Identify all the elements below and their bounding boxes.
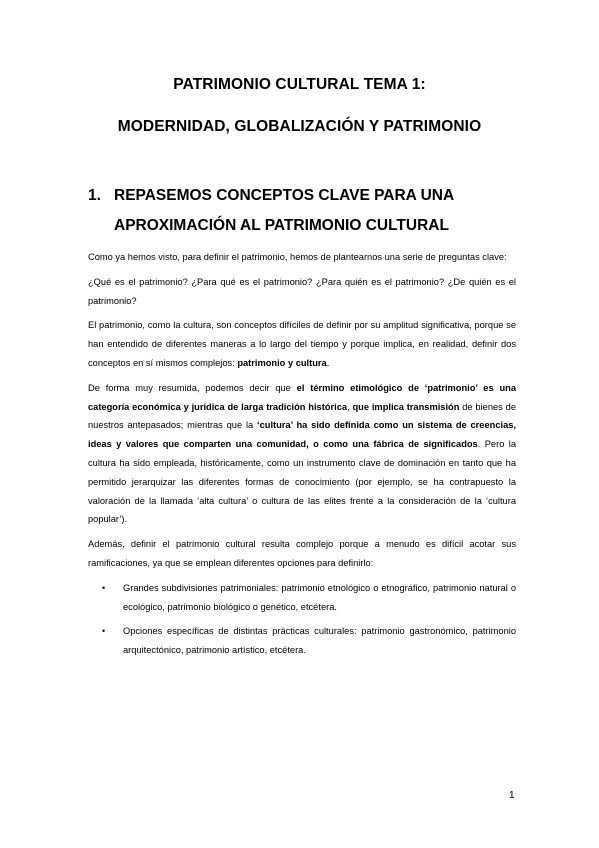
paragraph-definition-end: .: [326, 357, 330, 368]
summary-bold-2: que implica transmisión: [352, 401, 460, 412]
list-item: [88, 579, 516, 617]
summary-bold-3: ‘cultura’ ha sido definida como un sistema de creencias, ideas y valores que comparten una comunidad, o como una fábrica de significados: [88, 420, 516, 450]
document-body: [88, 248, 516, 666]
summary-text-3: de bienes de nuestros antepasados; mientras que la: [88, 401, 516, 431]
list-item-text: Grandes subdivisiones patrimoniales: patrimonio etnológico o etnográfico, patrimonio natural o ecológico, patrimonio biológico o genético, etcétera.: [123, 582, 516, 612]
paragraph-definition: [88, 316, 516, 372]
bullet-icon: •: [102, 582, 106, 593]
summary-bold-1: el término etimológico de ‘patrimonio’ es una categoría económica y jurídica de larga tradición histórica: [88, 382, 516, 412]
page-number: 1: [509, 790, 515, 801]
paragraph-definition-bold: patrimonio y cultura: [237, 357, 327, 368]
section-number: 1.: [88, 187, 101, 204]
paragraph-intro: Como ya hemos visto, para definir el patrimonio, hemos de plantearnos una serie de preguntas clave:: [88, 252, 507, 262]
paragraph-ramifications: Además, definir el patrimonio cultural resulta complejo porque a menudo es difícil acotar sus ramificaciones, ya que se emplean diferentes opciones para definirlo:: [88, 539, 516, 568]
summary-text-4: . Pero la cultura ha sido empleada, históricamente, como un instrumento clave de dominación en tanto que ha permitido jerarquizar las diferentes formas de conocimiento (por ejemplo, se ha contrapuesto la valoración de la llamada ‘alta cultura’ o cultura de las elites frente a la consideración de la ‘cultura popular’).: [88, 439, 517, 525]
document-title-line-2: MODERNIDAD, GLOBALIZACIÓN Y PATRIMONIO: [117, 118, 482, 135]
section-heading: [88, 181, 528, 241]
summary-text-1: De forma muy resumida, podemos decir que: [88, 382, 297, 393]
paragraph-summary: [88, 379, 516, 529]
bullet-list: [88, 579, 516, 660]
section-title: REPASEMOS CONCEPTOS CLAVE PARA UNA APROXIMACIÓN AL PATRIMONIO CULTURAL: [114, 187, 454, 234]
list-item: [88, 622, 516, 660]
document-title-line-1: PATRIMONIO CULTURAL TEMA 1:: [173, 76, 426, 93]
bullet-icon: •: [102, 626, 106, 637]
list-item-text: Opciones específicas de distintas prácticas culturales: patrimonio gastronómico, patrimonio arquitectónico, patrimonio artístico, etcétera.: [123, 626, 516, 656]
paragraph-definition-text: El patrimonio, como la cultura, son conceptos difíciles de definir por su amplitud significativa, porque se han entendido de diferentes maneras a lo largo del tiempo y porque implica, en realidad, definir dos conceptos en sí mismos complejos:: [88, 320, 516, 368]
paragraph-questions: ¿Qué es el patrimonio? ¿Para qué es el patrimonio? ¿Para quién es el patrimonio? ¿De quién es el patrimonio?: [88, 276, 516, 306]
summary-text-2: ,: [347, 401, 353, 412]
